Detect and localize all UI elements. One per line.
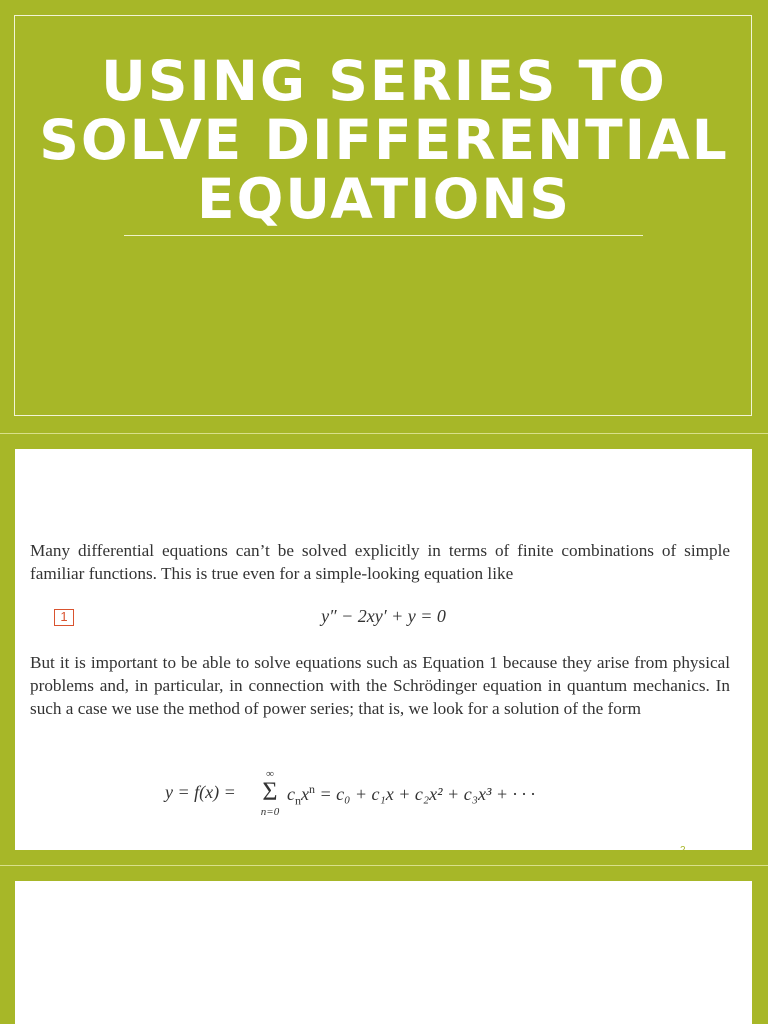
sigma-symbol: Σ [262,777,278,806]
paragraph-power-series: But it is important to be able to solve equations such as Equation 1 because they arise from physical problems and, in particular, in connection with the Schrödinger equation in quantum mechanics. In such a case we use the method of power series; that is, we look for a solution of the form [30,653,730,718]
equation-1: y″ − 2xy′ + y = 0 [321,606,446,626]
series-lhs: y = f(x) = [165,782,236,802]
series-expansion: = c₀ + c₁x + c₂x² + c₃x³ + · · · [319,784,535,804]
title-slide [0,0,768,433]
content-slide [0,434,768,865]
power-series-equation [165,767,625,827]
slide-number: 2 [680,845,686,856]
sum-upper-limit: ∞ [266,768,274,780]
coefficient-c: c [287,784,295,804]
equation-number-badge: 1 [54,609,74,626]
sum-lower-limit: n=0 [260,806,280,818]
textbook-excerpt [15,449,752,856]
series-rhs: $c_nx^n = c_0 + c_1x + c_2x^2 + c_3x^3$ + · · · [287,782,535,808]
blank-page [15,881,752,1024]
next-slide [0,866,768,1024]
paragraph-intro: Many differential equations can’t be solved explicitly in terms of finite combinations of simple familiar functions. This is true even for a simple-looking equation like [30,541,730,583]
slide-title: USING SERIES TO SOLVE DIFFERENTIAL EQUATIONS [39,49,729,231]
title-divider [124,235,643,236]
